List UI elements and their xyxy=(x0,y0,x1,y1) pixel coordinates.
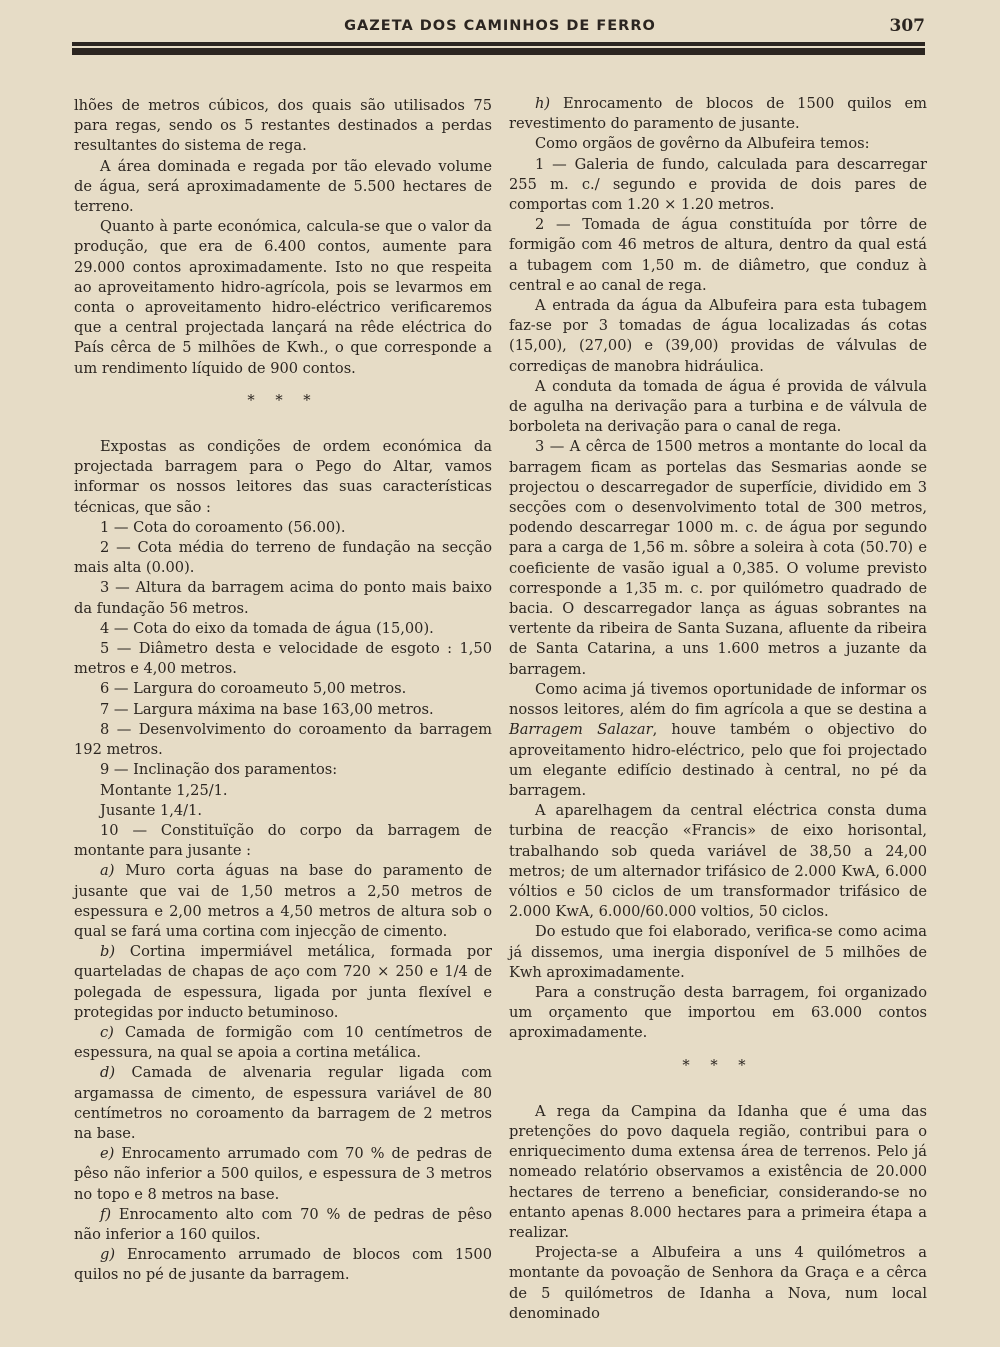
paragraph xyxy=(74,157,492,218)
paragraph-text: 4 — Cota do eixo da tomada de água (15,00). xyxy=(100,619,434,637)
running-header xyxy=(75,14,925,42)
paragraph xyxy=(74,217,492,379)
paragraph-text: 5 — Diâmetro desta e velocidade de esgoto : 1,50 metros e 4,00 metros. xyxy=(74,640,492,678)
paragraph-text: * * * xyxy=(682,1056,754,1074)
paragraph xyxy=(74,578,492,618)
paragraph-text: Cortina impermiável metálica, formada por quarteladas de chapas de aço com 720 × 250 e 1/4 de polegada de espessura, ligada por junta flexível e protegidas por inducto betuminoso. xyxy=(74,943,492,1021)
paragraph-text: 1 — Cota do coroamento (56.00). xyxy=(100,518,346,536)
paragraph xyxy=(74,801,492,821)
paragraph-text: Para a construção desta barragem, foi organizado um orçamento que importou em 63.000 contos aproximadamente. xyxy=(509,983,927,1042)
paragraph-text: Como orgãos de govêrno da Albufeira temos: xyxy=(535,135,870,153)
paragraph xyxy=(509,437,927,679)
paragraph-text: Camada de alvenaria regular ligada com argamassa de cimento, de espessura variável de 80 centímetros no coroamento da barragem de 2 metros na base. xyxy=(74,1064,492,1142)
item-letter: e) xyxy=(100,1145,115,1163)
paragraph-text: A conduta da tomada de água é provida de válvula de agulha na derivação para a turbina e de válvula de borboleta na derivação para o canal de rega. xyxy=(509,377,927,436)
paragraph-text: Enrocamento alto com 70 % de pedras de pêso não inferior a 160 quilos. xyxy=(74,1205,492,1243)
paragraph xyxy=(509,983,927,1044)
left-column xyxy=(74,96,492,1286)
paragraph xyxy=(74,861,492,942)
paragraph-text: Muro corta águas na base do paramento de jusante que vai de 1,50 metros a 2,50 metros de espessura e 2,00 metros a 4,50 metros de altura sob o qual se fará uma cortina com injecção de cimento. xyxy=(74,862,492,940)
paragraph xyxy=(74,679,492,699)
paragraph-text: 8 — Desenvolvimento do coroamento da barragem 192 metros. xyxy=(74,720,492,759)
paragraph-text: Enrocamento de blocos de 1500 quilos em revestimento do paramento de jusante. xyxy=(509,95,927,133)
paragraph-text: * * * xyxy=(247,391,319,409)
paragraph-text: Expostas as condições de ordem económica da projectada barragem para o Pego do Altar, vamos informar os nossos leitores das suas características técnicas, que são : xyxy=(74,438,492,516)
paragraph xyxy=(509,377,927,438)
paragraph xyxy=(74,538,492,578)
paragraph xyxy=(74,821,492,861)
paragraph-text: Do estudo que foi elaborado, verifica-se como acima já dissemos, uma inergia disponível de 5 milhões de Kwh aproximadamente. xyxy=(509,923,927,981)
paragraph xyxy=(74,437,492,518)
paragraph xyxy=(74,619,492,639)
page-number: 307 xyxy=(889,16,925,36)
paragraph xyxy=(509,801,927,922)
item-letter: g) xyxy=(100,1246,116,1264)
paragraph xyxy=(74,96,492,157)
item-letter: b) xyxy=(100,943,116,961)
item-letter: d) xyxy=(100,1064,116,1082)
paragraph xyxy=(74,518,492,538)
paragraph-text: 10 — Constituïção do corpo da barragem de montante para jusante : xyxy=(74,821,492,860)
paragraph xyxy=(509,1102,927,1243)
paragraph xyxy=(74,760,492,780)
item-letter: c) xyxy=(100,1023,114,1041)
paragraph xyxy=(509,680,927,801)
paragraph-text-tail: , houve também o objectivo do aproveitamento hidro-eléctrico, pelo que foi projectado um elegante edifício destinado à central, no pé da barragem. xyxy=(509,721,927,799)
paragraph-text: Projecta-se a Albufeira a uns 4 quilómetros a montante da povoação de Senhora da Graça e a cêrca de 5 quilómetros de Idanha a Nova, num local denominado xyxy=(509,1244,927,1322)
paragraph-text: lhões de metros cúbicos, dos quais são utilisados 75 para regas, sendo os 5 restantes destinados a perdas resultantes do sistema de rega. xyxy=(74,97,492,155)
paragraph xyxy=(509,134,927,154)
paragraph xyxy=(74,1144,492,1205)
paragraph xyxy=(74,720,492,760)
paragraph-text: 6 — Largura do coroameuto 5,00 metros. xyxy=(100,680,407,698)
paragraph-text: 7 — Largura máxima na base 163,00 metros. xyxy=(100,700,434,718)
paragraph-text: A área dominada e regada por tão elevado volume de água, será aproximadamente de 5.500 hectares de terreno. xyxy=(74,157,492,216)
paragraph xyxy=(509,922,927,983)
item-letter: f) xyxy=(100,1205,112,1223)
paragraph-text: Quanto à parte económica, calcula-se que o valor da produção, que era de 6.400 contos, aumente para 29.000 contos aproximadamente. Isto no que respeita ao aproveitamento hidro-agrícola, pois se levarmos em conta o aproveitamento hidro-eléctrico verificaremos que a central projectada lançará na rêde eléctrica do País cêrca de 5 milhões de Kwh., o que corresponde a um rendimento líquido de 900 contos. xyxy=(74,218,492,377)
item-letter: h) xyxy=(535,95,551,112)
paragraph-text: 2 — Tomada de água constituída por tôrre de formigão com 46 metros de altura, dentro da qual está a tubagem com 1,50 m. de diâmetro, que conduz à central e ao canal de rega. xyxy=(509,216,927,294)
header-rule-thick xyxy=(72,48,925,55)
paragraph-text: Como acima já tivemos oportunidade de informar os nossos leitores, além do fim agrícola a que se destina a xyxy=(509,680,927,719)
paragraph-text: 9 — Inclinação dos paramentos: xyxy=(100,761,338,779)
journal-title: GAZETA DOS CAMINHOS DE FERRO xyxy=(344,18,656,34)
paragraph xyxy=(74,1205,492,1245)
paragraph-text: Camada de formigão com 10 centímetros de espessura, na qual se apoia a cortina metálica. xyxy=(74,1023,492,1062)
paragraph xyxy=(509,296,927,377)
paragraph-text: A entrada da água da Albufeira para esta tubagem faz-se por 3 tomadas de água localizadas ás cotas (15,00), (27,00) e (39,00) providas de válvulas de corrediças de manobra hidráulica. xyxy=(509,297,927,375)
paragraph-text: A aparelhagem da central eléctrica consta duma turbina de reacção «Francis» de eixo horisontal, trabalhando sob queda variável de 38,50 a 24,00 metros; de um alternador trifásico de 2.000 KwA, 6.000 vóltios e 50 ciclos de um transformador trifásico de 2.000 KwA, 6.000/60.000 voltios, 50 ciclos. xyxy=(509,802,927,921)
header-rule xyxy=(72,42,925,46)
paragraph-text: Enrocamento arrumado de blocos com 1500 quilos no pé de jusante da barragem. xyxy=(74,1246,492,1284)
right-column xyxy=(509,94,927,1324)
section-separator xyxy=(74,391,492,411)
paragraph xyxy=(74,942,492,1023)
paragraph-text: 3 — A cêrca de 1500 metros a montante do local da barragem ficam as portelas das Sesmarias aonde se projectou o descarregador de superfície, dividido em 3 secções com o desenvolvimento total de 300 metros, podendo descarregar 1000 m. c. de água por segundo para a carga de 1,56 m. sôbre a soleira à cota (50.70) e coeficiente de vasão igual a 0,385. O volume previsto corresponde a 1,35 m. c. por quilómetro quadrado de bacia. O descarregador lança as águas sobrantes na vertente da ribeira de Santa Suzana, afluente da ribeira de Santa Catarina, a uns 1.600 metros a juzante da barragem. xyxy=(509,438,927,678)
paragraph-text: A rega da Campina da Idanha que é uma das pretenções do povo daquela região, contribui para o enriquecimento duma extensa área de terrenos. Pelo já nomeado relatório observamos a existência de 20.000 hectares de terreno a beneficiar, considerando-se no entanto apenas 8.000 hectares para a primeira étapa a realizar. xyxy=(509,1102,927,1241)
paragraph-text: Jusante 1,4/1. xyxy=(100,801,203,819)
item-letter: a) xyxy=(100,862,115,880)
paragraph-text: 1 — Galeria de fundo, calculada para descarregar 255 m. c./ segundo e provida de dois pares de comportas com 1.20 × 1.20 metros. xyxy=(509,155,927,214)
paragraph-text: Montante 1,25/1. xyxy=(100,781,228,799)
paragraph-text: Enrocamento arrumado com 70 % de pedras de pêso não inferior a 500 quilos, e espessura de 3 metros no topo e 8 metros na base. xyxy=(74,1145,492,1203)
paragraph xyxy=(74,1245,492,1285)
emphasis-text: Barragem Salazar xyxy=(509,721,653,739)
paragraph xyxy=(509,1243,927,1324)
paragraph-text: 2 — Cota média do terreno de fundação na secção mais alta (0.00). xyxy=(74,539,492,577)
paragraph xyxy=(509,94,927,134)
paragraph xyxy=(74,781,492,801)
paragraph-text: 3 — Altura da barragem acima do ponto mais baixo da fundação 56 metros. xyxy=(74,579,492,617)
paragraph xyxy=(74,1023,492,1063)
paragraph xyxy=(509,215,927,296)
paragraph xyxy=(74,1063,492,1144)
paragraph xyxy=(509,155,927,216)
paragraph xyxy=(74,639,492,679)
section-separator xyxy=(509,1056,927,1076)
paragraph xyxy=(74,700,492,720)
